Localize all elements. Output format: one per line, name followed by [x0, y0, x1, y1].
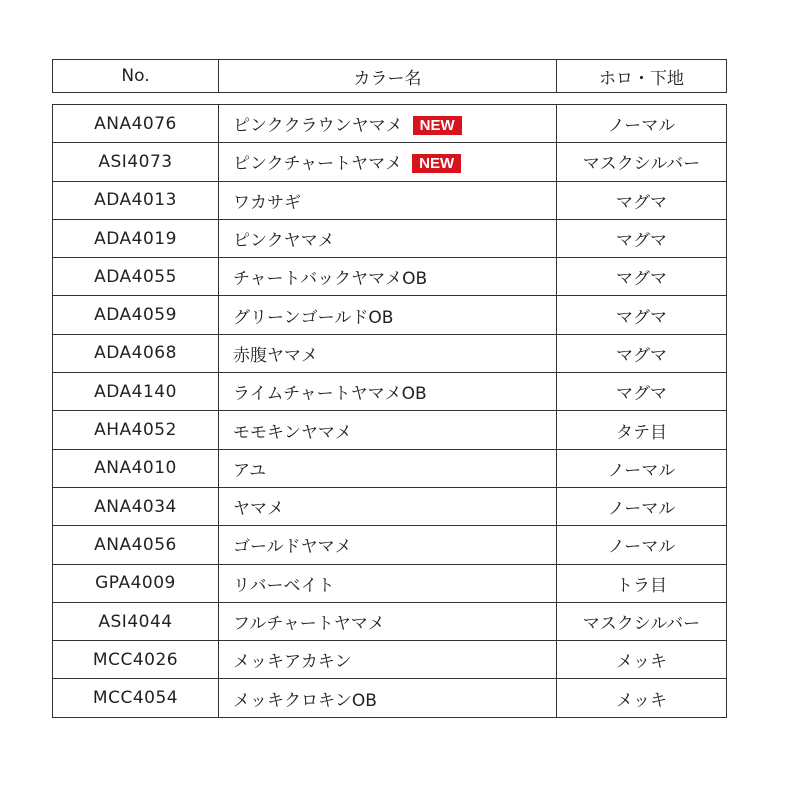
- table-row: [53, 679, 727, 717]
- color-name-cell: [219, 526, 557, 564]
- color-name: ピンククラウンヤマメ: [233, 116, 403, 137]
- color-name: リバーベイト: [233, 575, 335, 596]
- product-number: ADA4013: [53, 181, 219, 219]
- table-row: [53, 449, 727, 487]
- color-name: グリーンゴールドOB: [233, 307, 394, 328]
- color-name-cell: [219, 487, 557, 525]
- holo-base: タテ目: [557, 411, 727, 449]
- color-name-cell: [219, 219, 557, 257]
- color-table-body: [53, 105, 727, 718]
- holo-base: マグマ: [557, 296, 727, 334]
- holo-base: ノーマル: [557, 526, 727, 564]
- color-table: [52, 104, 727, 718]
- color-name-cell: [219, 105, 557, 143]
- color-name-cell: [219, 334, 557, 372]
- product-number: ANA4010: [53, 449, 219, 487]
- holo-base: マグマ: [557, 181, 727, 219]
- color-name-cell: [219, 679, 557, 717]
- color-name: フルチャートヤマメ: [233, 614, 385, 634]
- color-name: ゴールドヤマメ: [233, 537, 352, 558]
- color-name-cell: [219, 411, 557, 449]
- table-row: [53, 143, 727, 181]
- product-number: MCC4026: [53, 641, 219, 679]
- new-badge: NEW: [413, 116, 462, 135]
- holo-base: マグマ: [557, 219, 727, 257]
- color-name: チャートバックヤマメOB: [233, 269, 428, 290]
- table-row: [53, 296, 727, 334]
- product-number: ANA4076: [53, 105, 219, 143]
- new-badge: NEW: [412, 154, 461, 173]
- table-row: [53, 105, 727, 143]
- product-number: ADA4068: [53, 334, 219, 372]
- table-row: [53, 526, 727, 564]
- table-row: [53, 487, 727, 525]
- product-number: AHA4052: [53, 411, 219, 449]
- holo-base: トラ目: [557, 564, 727, 602]
- table-row: [53, 564, 727, 602]
- color-name: アユ: [233, 460, 267, 481]
- product-number: ASI4073: [53, 143, 219, 181]
- product-number: ADA4019: [53, 219, 219, 257]
- holo-base: マグマ: [557, 373, 727, 411]
- holo-base: マグマ: [557, 258, 727, 296]
- table-row: [53, 258, 727, 296]
- header-color-name: カラー名: [219, 60, 557, 93]
- holo-base: マスクシルバー: [557, 602, 727, 640]
- product-number: ADA4140: [53, 373, 219, 411]
- color-name: 赤腹ヤマメ: [233, 345, 318, 366]
- product-number: GPA4009: [53, 564, 219, 602]
- table-row: [53, 373, 727, 411]
- header-row: [53, 60, 727, 93]
- header-no: No.: [53, 60, 219, 93]
- color-name-cell: [219, 143, 557, 181]
- table-row: [53, 641, 727, 679]
- color-name: ヤマメ: [233, 499, 284, 520]
- holo-base: ノーマル: [557, 449, 727, 487]
- color-name: ピンクヤマメ: [233, 231, 335, 252]
- color-name: ワカサギ: [233, 192, 301, 213]
- holo-base: ノーマル: [557, 487, 727, 525]
- product-number: ADA4055: [53, 258, 219, 296]
- color-name-cell: [219, 258, 557, 296]
- color-table-header: [52, 59, 727, 93]
- color-name-cell: [219, 296, 557, 334]
- product-number: ADA4059: [53, 296, 219, 334]
- table-row: [53, 334, 727, 372]
- color-name: メッキアカキン: [233, 652, 352, 673]
- color-name-cell: [219, 373, 557, 411]
- color-name-cell: [219, 602, 557, 640]
- holo-base: マスクシルバー: [557, 143, 727, 181]
- table-row: [53, 219, 727, 257]
- product-number: ANA4034: [53, 487, 219, 525]
- color-name: ピンクチャートヤマメ: [233, 154, 403, 175]
- holo-base: ノーマル: [557, 105, 727, 143]
- holo-base: マグマ: [557, 334, 727, 372]
- product-number: MCC4054: [53, 679, 219, 717]
- header-holo-base: ホロ・下地: [557, 60, 727, 93]
- table-row: [53, 411, 727, 449]
- product-number: ANA4056: [53, 526, 219, 564]
- color-name: メッキクロキンOB: [233, 690, 377, 711]
- color-name-cell: [219, 564, 557, 602]
- holo-base: メッキ: [557, 679, 727, 717]
- product-number: ASI4044: [53, 602, 219, 640]
- color-name: ライムチャートヤマメOB: [233, 384, 427, 405]
- color-name-cell: [219, 181, 557, 219]
- holo-base: メッキ: [557, 641, 727, 679]
- table-row: [53, 181, 727, 219]
- table-row: [53, 602, 727, 640]
- color-name: モモキンヤマメ: [233, 422, 352, 443]
- color-name-cell: [219, 449, 557, 487]
- color-name-cell: [219, 641, 557, 679]
